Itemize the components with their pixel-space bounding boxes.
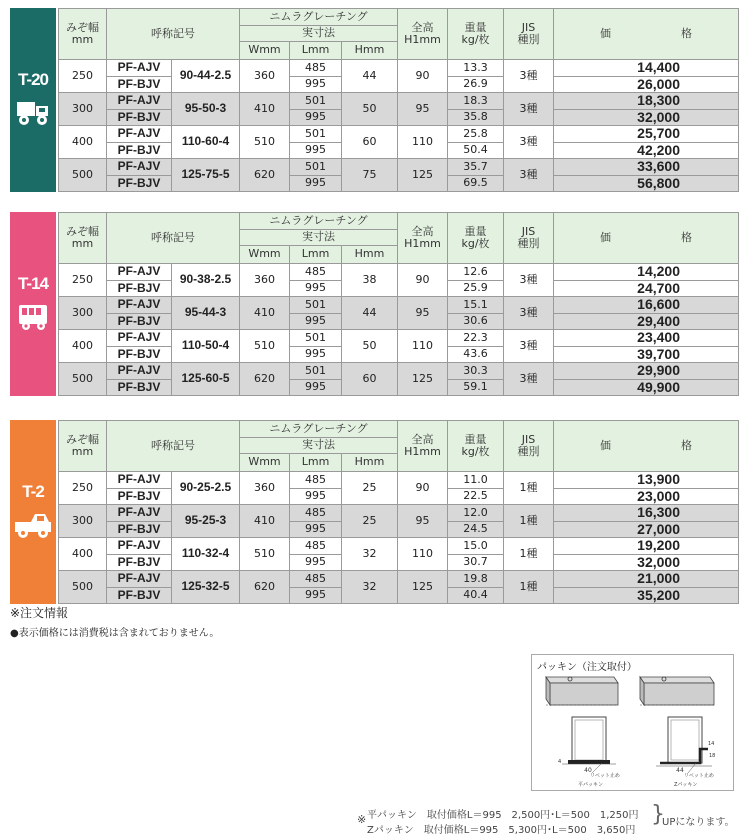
notes-title: ※注文情報: [10, 606, 69, 620]
cell-model-a: PF-AJV: [107, 93, 172, 110]
cell-h: 38: [342, 264, 398, 297]
col-price-header: 価 格: [554, 421, 739, 472]
spec-section-t-20: [10, 8, 736, 192]
cell-h1: 90: [398, 264, 448, 297]
cell-size: 125-60-5: [172, 363, 240, 396]
table-row: [59, 538, 739, 555]
cell-h1: 95: [398, 505, 448, 538]
col-price-header: 価 格: [554, 9, 739, 60]
z-packing-figure: [640, 677, 715, 788]
cell-price-1: 21,000: [554, 571, 739, 588]
cell-width: 300: [59, 505, 107, 538]
cell-weight-1: 19.8: [448, 571, 504, 588]
footer-flat-price: 平パッキン 取付価格L＝995 2,500円･L＝500 1,250円: [367, 810, 639, 821]
cell-price-2: 24,700: [554, 280, 739, 297]
table-row: [59, 264, 739, 281]
cell-l2: 995: [290, 109, 342, 126]
packing-illustration: [532, 655, 735, 792]
cell-price-1: 18,300: [554, 93, 739, 110]
cell-price-2: 29,400: [554, 313, 739, 330]
col-h-header: Hmm: [342, 42, 398, 60]
table-row: [59, 159, 739, 176]
cell-l1: 501: [290, 126, 342, 143]
cell-w: 510: [240, 538, 290, 571]
cell-l2: 995: [290, 346, 342, 363]
cell-price-2: 56,800: [554, 175, 739, 192]
cell-weight-2: 25.9: [448, 280, 504, 297]
cell-jis: 3種: [504, 363, 554, 396]
cell-l1: 501: [290, 363, 342, 380]
cell-width: 500: [59, 363, 107, 396]
cell-jis: 1種: [504, 538, 554, 571]
cell-price-1: 29,900: [554, 363, 739, 380]
cell-h: 60: [342, 126, 398, 159]
load-class-code: T-20: [17, 70, 49, 89]
cell-weight-1: 15.1: [448, 297, 504, 314]
cell-jis: 3種: [504, 60, 554, 93]
cell-w: 410: [240, 297, 290, 330]
table-row: [59, 505, 739, 522]
cell-jis: 3種: [504, 330, 554, 363]
col-jis-header: JIS 種別: [504, 213, 554, 264]
cell-w: 360: [240, 264, 290, 297]
cell-h: 32: [342, 571, 398, 604]
cell-w: 620: [240, 363, 290, 396]
col-weight-header: 重量 kg/枚: [448, 9, 504, 60]
spec-table: [58, 8, 739, 192]
footer-brace: }: [651, 802, 665, 827]
cell-model-a: PF-AJV: [107, 538, 172, 555]
z-packing-label: Zパッキン: [674, 782, 698, 788]
table-row: [59, 472, 739, 489]
cell-size: 90-38-2.5: [172, 264, 240, 297]
cell-size: 95-44-3: [172, 297, 240, 330]
cell-l1: 501: [290, 159, 342, 176]
cell-w: 510: [240, 330, 290, 363]
cell-w: 620: [240, 571, 290, 604]
cell-l2: 995: [290, 587, 342, 604]
cell-jis: 3種: [504, 159, 554, 192]
dim-44: 44: [676, 767, 684, 774]
cell-model-b: PF-BJV: [107, 313, 172, 330]
cell-size: 110-32-4: [172, 538, 240, 571]
cell-jis: 3種: [504, 126, 554, 159]
cell-l1: 485: [290, 472, 342, 489]
cell-weight-2: 24.5: [448, 521, 504, 538]
col-w-header: Wmm: [240, 454, 290, 472]
cell-model-b: PF-BJV: [107, 587, 172, 604]
cell-width: 400: [59, 330, 107, 363]
cell-width: 500: [59, 571, 107, 604]
spec-section-t-2: [10, 420, 736, 604]
cell-w: 360: [240, 472, 290, 505]
col-h-header: Hmm: [342, 454, 398, 472]
cell-l2: 995: [290, 280, 342, 297]
col-l-header: Lmm: [290, 42, 342, 60]
col-w-header: Wmm: [240, 42, 290, 60]
cell-h1: 90: [398, 60, 448, 93]
cell-l2: 995: [290, 521, 342, 538]
rivet-label-2: リベット止め: [684, 773, 714, 779]
cell-width: 300: [59, 297, 107, 330]
load-class-code: T-14: [17, 274, 49, 293]
cell-w: 410: [240, 93, 290, 126]
cell-l2: 995: [290, 554, 342, 571]
cell-l1: 485: [290, 538, 342, 555]
cell-h1: 95: [398, 297, 448, 330]
cell-h: 25: [342, 505, 398, 538]
cell-jis: 1種: [504, 505, 554, 538]
cell-weight-2: 30.6: [448, 313, 504, 330]
cell-jis: 1種: [504, 472, 554, 505]
cell-width: 400: [59, 538, 107, 571]
cell-width: 250: [59, 60, 107, 93]
cell-h: 60: [342, 363, 398, 396]
cell-model-b: PF-BJV: [107, 346, 172, 363]
cell-model-a: PF-AJV: [107, 297, 172, 314]
cell-jis: 3種: [504, 93, 554, 126]
table-row: [59, 297, 739, 314]
cell-price-2: 49,900: [554, 379, 739, 396]
packing-diagram: [531, 654, 734, 791]
spec-table: [58, 212, 739, 396]
cell-weight-2: 59.1: [448, 379, 504, 396]
cell-size: 125-32-5: [172, 571, 240, 604]
cell-price-2: 32,000: [554, 554, 739, 571]
col-height-header: 全高 H1mm: [398, 213, 448, 264]
cell-l1: 485: [290, 60, 342, 77]
pickup-truck-icon: [13, 510, 53, 544]
col-jis-header: JIS 種別: [504, 421, 554, 472]
cell-l1: 501: [290, 297, 342, 314]
cell-h: 50: [342, 93, 398, 126]
cell-weight-2: 26.9: [448, 76, 504, 93]
cell-weight-1: 13.3: [448, 60, 504, 77]
cell-weight-2: 43.6: [448, 346, 504, 363]
cell-model-a: PF-AJV: [107, 264, 172, 281]
cell-model-b: PF-BJV: [107, 142, 172, 159]
cell-h: 44: [342, 60, 398, 93]
bus-icon: [15, 302, 51, 336]
dim-14: 14: [708, 741, 715, 747]
rivet-label-1: リベット止め: [590, 773, 620, 779]
cell-model-a: PF-AJV: [107, 60, 172, 77]
cell-jis: 3種: [504, 297, 554, 330]
col-grating-header: ニムラグレーチング: [240, 213, 398, 230]
cell-price-1: 13,900: [554, 472, 739, 489]
cell-weight-1: 15.0: [448, 538, 504, 555]
cell-weight-2: 22.5: [448, 488, 504, 505]
cell-model-a: PF-AJV: [107, 472, 172, 489]
cell-price-2: 42,200: [554, 142, 739, 159]
col-grating-header: ニムラグレーチング: [240, 9, 398, 26]
diagram-title: パッキン（注文取付）: [537, 662, 637, 673]
cell-l1: 501: [290, 330, 342, 347]
cell-model-b: PF-BJV: [107, 109, 172, 126]
flat-packing-label: 平パッキン: [578, 782, 603, 788]
col-l-header: Lmm: [290, 246, 342, 264]
cell-l2: 995: [290, 313, 342, 330]
cell-weight-1: 11.0: [448, 472, 504, 489]
table-row: [59, 126, 739, 143]
cell-model-b: PF-BJV: [107, 379, 172, 396]
table-row: [59, 330, 739, 347]
col-name-header: 呼称記号: [107, 9, 240, 60]
cell-width: 250: [59, 264, 107, 297]
cell-h1: 110: [398, 126, 448, 159]
cell-model-a: PF-AJV: [107, 330, 172, 347]
col-price-header: 価 格: [554, 213, 739, 264]
cell-model-b: PF-BJV: [107, 521, 172, 538]
col-height-header: 全高 H1mm: [398, 421, 448, 472]
cell-l2: 995: [290, 142, 342, 159]
cell-jis: 1種: [504, 571, 554, 604]
cell-price-1: 16,300: [554, 505, 739, 522]
cell-size: 110-60-4: [172, 126, 240, 159]
cell-weight-1: 35.7: [448, 159, 504, 176]
load-class-tab: [10, 212, 56, 396]
cell-model-b: PF-BJV: [107, 175, 172, 192]
cell-weight-1: 12.6: [448, 264, 504, 281]
cell-model-b: PF-BJV: [107, 280, 172, 297]
spec-table: [58, 420, 739, 604]
cell-h: 50: [342, 330, 398, 363]
cell-size: 95-25-3: [172, 505, 240, 538]
dim-4: 4: [558, 759, 562, 765]
col-width-header: みぞ幅 mm: [59, 9, 107, 60]
cell-weight-2: 50.4: [448, 142, 504, 159]
col-width-header: みぞ幅 mm: [59, 421, 107, 472]
cell-w: 360: [240, 60, 290, 93]
cell-size: 110-50-4: [172, 330, 240, 363]
cell-model-a: PF-AJV: [107, 571, 172, 588]
cell-h: 75: [342, 159, 398, 192]
col-grating-header: ニムラグレーチング: [240, 421, 398, 438]
cell-size: 90-44-2.5: [172, 60, 240, 93]
cell-width: 300: [59, 93, 107, 126]
cell-price-2: 35,200: [554, 587, 739, 604]
cell-price-1: 16,600: [554, 297, 739, 314]
cell-weight-2: 30.7: [448, 554, 504, 571]
footer-suffix: UPになります。: [662, 817, 735, 828]
cell-weight-1: 30.3: [448, 363, 504, 380]
col-w-header: Wmm: [240, 246, 290, 264]
cell-price-1: 14,200: [554, 264, 739, 281]
footer-z-price: Zパッキン 取付価格L＝995 5,300円･L＝500 3,650円: [367, 825, 636, 836]
cell-width: 400: [59, 126, 107, 159]
col-name-header: 呼称記号: [107, 213, 240, 264]
col-l-header: Lmm: [290, 454, 342, 472]
cell-h1: 110: [398, 330, 448, 363]
cell-l2: 995: [290, 379, 342, 396]
cell-l1: 485: [290, 505, 342, 522]
col-actual-header: 実寸法: [240, 438, 398, 454]
dim-18: 18: [709, 753, 716, 759]
col-actual-header: 実寸法: [240, 230, 398, 246]
col-height-header: 全高 H1mm: [398, 9, 448, 60]
cell-weight-2: 40.4: [448, 587, 504, 604]
cell-width: 500: [59, 159, 107, 192]
cell-model-a: PF-AJV: [107, 126, 172, 143]
cell-weight-1: 22.3: [448, 330, 504, 347]
dump-truck-icon: [15, 98, 51, 132]
cell-width: 250: [59, 472, 107, 505]
cell-weight-1: 25.8: [448, 126, 504, 143]
cell-h: 44: [342, 297, 398, 330]
col-jis-header: JIS 種別: [504, 9, 554, 60]
cell-weight-1: 18.3: [448, 93, 504, 110]
cell-size: 90-25-2.5: [172, 472, 240, 505]
table-row: [59, 93, 739, 110]
cell-jis: 3種: [504, 264, 554, 297]
cell-l1: 485: [290, 264, 342, 281]
cell-price-1: 33,600: [554, 159, 739, 176]
cell-weight-2: 69.5: [448, 175, 504, 192]
cell-price-1: 19,200: [554, 538, 739, 555]
cell-model-b: PF-BJV: [107, 76, 172, 93]
cell-l2: 995: [290, 175, 342, 192]
tax-note: ●表示価格には消費税は含まれておりません。: [10, 628, 220, 639]
cell-h1: 90: [398, 472, 448, 505]
table-row: [59, 571, 739, 588]
cell-l1: 501: [290, 93, 342, 110]
cell-w: 510: [240, 126, 290, 159]
cell-h1: 125: [398, 571, 448, 604]
cell-h1: 110: [398, 538, 448, 571]
cell-price-2: 32,000: [554, 109, 739, 126]
cell-h1: 95: [398, 93, 448, 126]
table-row: [59, 363, 739, 380]
col-width-header: みぞ幅 mm: [59, 213, 107, 264]
cell-model-b: PF-BJV: [107, 554, 172, 571]
cell-model-b: PF-BJV: [107, 488, 172, 505]
cell-price-2: 39,700: [554, 346, 739, 363]
cell-l1: 485: [290, 571, 342, 588]
load-class-code: T-2: [22, 482, 44, 501]
cell-h: 32: [342, 538, 398, 571]
footer-mark: ※: [357, 813, 367, 826]
load-class-tab: [10, 8, 56, 192]
cell-price-2: 26,000: [554, 76, 739, 93]
cell-size: 125-75-5: [172, 159, 240, 192]
cell-h1: 125: [398, 159, 448, 192]
cell-w: 620: [240, 159, 290, 192]
cell-weight-1: 12.0: [448, 505, 504, 522]
cell-h1: 125: [398, 363, 448, 396]
cell-model-a: PF-AJV: [107, 505, 172, 522]
cell-model-a: PF-AJV: [107, 363, 172, 380]
cell-size: 95-50-3: [172, 93, 240, 126]
cell-w: 410: [240, 505, 290, 538]
load-class-tab: [10, 420, 56, 604]
cell-price-2: 27,000: [554, 521, 739, 538]
col-actual-header: 実寸法: [240, 26, 398, 42]
cell-l2: 995: [290, 488, 342, 505]
dim-40: 40: [584, 767, 592, 774]
flat-packing-figure: [546, 677, 620, 788]
col-h-header: Hmm: [342, 246, 398, 264]
cell-price-1: 14,400: [554, 60, 739, 77]
cell-weight-2: 35.8: [448, 109, 504, 126]
spec-section-t-14: [10, 212, 736, 396]
cell-model-a: PF-AJV: [107, 159, 172, 176]
table-row: [59, 60, 739, 77]
cell-price-1: 23,400: [554, 330, 739, 347]
cell-price-2: 23,000: [554, 488, 739, 505]
col-weight-header: 重量 kg/枚: [448, 421, 504, 472]
cell-h: 25: [342, 472, 398, 505]
col-name-header: 呼称記号: [107, 421, 240, 472]
cell-l2: 995: [290, 76, 342, 93]
cell-price-1: 25,700: [554, 126, 739, 143]
col-weight-header: 重量 kg/枚: [448, 213, 504, 264]
